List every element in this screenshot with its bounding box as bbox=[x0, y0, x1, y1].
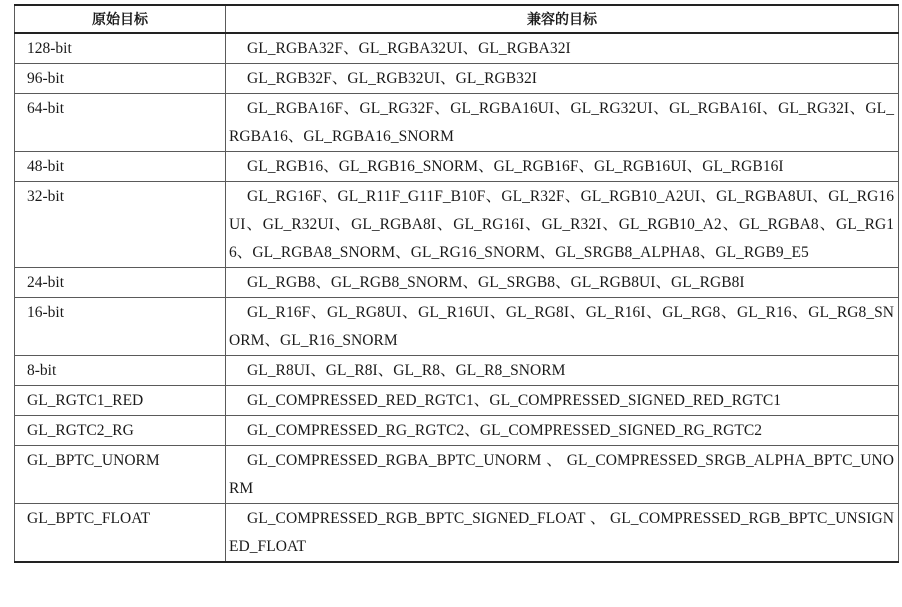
table-row bbox=[15, 33, 899, 64]
original-target-cell: 128-bit bbox=[15, 33, 226, 64]
original-target-cell: GL_BPTC_UNORM bbox=[15, 446, 226, 504]
compatible-targets-cell: GL_RGBA32F、GL_RGBA32UI、GL_RGBA32I bbox=[226, 33, 899, 64]
table-row bbox=[15, 446, 899, 504]
table-row bbox=[15, 64, 899, 94]
table-row bbox=[15, 152, 899, 182]
table-row bbox=[15, 356, 899, 386]
original-target-cell: 16-bit bbox=[15, 298, 226, 356]
compatible-targets-cell: GL_RGBA16F、GL_RG32F、GL_RGBA16UI、GL_RG32UI、GL_RGBA16I、GL_RG32I、GL_RGBA16、GL_RGBA16_SNORM bbox=[226, 94, 899, 152]
table-row bbox=[15, 268, 899, 298]
header-original-target: 原始目标 bbox=[15, 5, 226, 33]
original-target-cell: 48-bit bbox=[15, 152, 226, 182]
compatible-targets-cell: GL_R16F、GL_RG8UI、GL_R16UI、GL_RG8I、GL_R16I、GL_RG8、GL_R16、GL_RG8_SNORM、GL_R16_SNORM bbox=[226, 298, 899, 356]
compatible-targets-cell: GL_R8UI、GL_R8I、GL_R8、GL_R8_SNORM bbox=[226, 356, 899, 386]
original-target-cell: 64-bit bbox=[15, 94, 226, 152]
original-target-cell: 24-bit bbox=[15, 268, 226, 298]
table-row bbox=[15, 94, 899, 152]
compatible-targets-cell: GL_RGB32F、GL_RGB32UI、GL_RGB32I bbox=[226, 64, 899, 94]
table-header-row bbox=[15, 5, 899, 33]
original-target-cell: 8-bit bbox=[15, 356, 226, 386]
compatible-targets-cell: GL_RG16F、GL_R11F_G11F_B10F、GL_R32F、GL_RGB10_A2UI、GL_RGBA8UI、GL_RG16UI、GL_R32UI、GL_RGBA8I、GL_RG16I、GL_R32I、GL_RGB10_A2、GL_RGBA8、GL_RG16、GL_RGBA8_SNORM、GL_RG16_SNORM、GL_SRGB8_ALPHA8、GL_RGB9_E5 bbox=[226, 182, 899, 268]
original-target-cell: GL_BPTC_FLOAT bbox=[15, 504, 226, 563]
table-row bbox=[15, 416, 899, 446]
table-row bbox=[15, 182, 899, 268]
compatible-targets-cell: GL_COMPRESSED_RGBA_BPTC_UNORM、GL_COMPRESSED_SRGB_ALPHA_BPTC_UNORM bbox=[226, 446, 899, 504]
table-body bbox=[15, 33, 899, 562]
compatible-targets-cell: GL_RGB8、GL_RGB8_SNORM、GL_SRGB8、GL_RGB8UI、GL_RGB8I bbox=[226, 268, 899, 298]
original-target-cell: 96-bit bbox=[15, 64, 226, 94]
header-compatible-targets: 兼容的目标 bbox=[226, 5, 899, 33]
original-target-cell: 32-bit bbox=[15, 182, 226, 268]
compatible-targets-cell: GL_COMPRESSED_RED_RGTC1、GL_COMPRESSED_SIGNED_RED_RGTC1 bbox=[226, 386, 899, 416]
table-row bbox=[15, 386, 899, 416]
compatible-targets-cell: GL_COMPRESSED_RGB_BPTC_SIGNED_FLOAT、GL_COMPRESSED_RGB_BPTC_UNSIGNED_FLOAT bbox=[226, 504, 899, 563]
table-row bbox=[15, 504, 899, 563]
original-target-cell: GL_RGTC2_RG bbox=[15, 416, 226, 446]
original-target-cell: GL_RGTC1_RED bbox=[15, 386, 226, 416]
table-row bbox=[15, 298, 899, 356]
format-compatibility-table bbox=[14, 4, 899, 563]
compatible-targets-cell: GL_COMPRESSED_RG_RGTC2、GL_COMPRESSED_SIGNED_RG_RGTC2 bbox=[226, 416, 899, 446]
compatible-targets-cell: GL_RGB16、GL_RGB16_SNORM、GL_RGB16F、GL_RGB16UI、GL_RGB16I bbox=[226, 152, 899, 182]
